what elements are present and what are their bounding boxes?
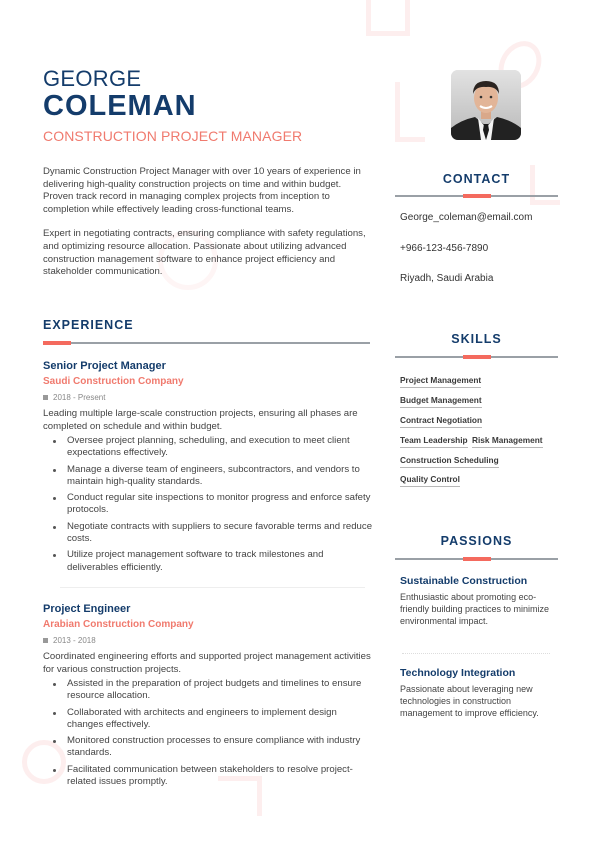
job-bullet: Collaborated with architects and engineers to implement design changes effectively. bbox=[67, 707, 373, 732]
section-divider-accent bbox=[463, 355, 491, 359]
job-bullet: Negotiate contracts with suppliers to secure favorable terms and reduce costs. bbox=[67, 520, 373, 545]
skill-tag: Construction Scheduling bbox=[400, 455, 499, 468]
skill-tag: Risk Management bbox=[472, 435, 543, 448]
passion-title: Technology Integration bbox=[400, 667, 516, 679]
section-divider bbox=[395, 356, 558, 358]
person-portrait-icon bbox=[451, 70, 521, 140]
job-bullet: Oversee project planning, scheduling, and execution to meet client expectations effectively. bbox=[67, 435, 373, 460]
job-bullet: Monitored construction processes to ensure compliance with industry standards. bbox=[67, 735, 373, 760]
summary-paragraph: Expert in negotiating contracts, ensuring compliance with safety regulations, and optimizing resource allocation. Passionate about utilizing advanced construction management software to enhance project efficiency and stakeholder communication. bbox=[43, 228, 366, 278]
passion-title: Sustainable Construction bbox=[400, 575, 528, 587]
contact-phone[interactable]: +966-123-456-7890 bbox=[400, 243, 489, 254]
section-divider-accent bbox=[463, 194, 491, 198]
section-divider-accent bbox=[463, 557, 491, 561]
entry-divider bbox=[402, 653, 550, 654]
contact-location: Riyadh, Saudi Arabia bbox=[400, 273, 494, 284]
job-bullet: Conduct regular site inspections to monitor progress and enforce safety protocols. bbox=[67, 492, 373, 517]
passion-description: Passionate about leveraging new technologies in construction management to improve efficiency. bbox=[400, 684, 539, 718]
section-divider bbox=[395, 558, 558, 560]
job-dates-text: 2018 - Present bbox=[53, 393, 106, 402]
skills-heading: SKILLS bbox=[451, 332, 502, 346]
job-dates bbox=[43, 636, 373, 645]
job-bullet-list bbox=[43, 435, 373, 574]
passions-heading: PASSIONS bbox=[440, 534, 513, 548]
first-name: GEORGE bbox=[43, 66, 142, 91]
job-description: Leading multiple large-scale construction projects, ensuring all phases are completed on schedule and within budget. bbox=[43, 408, 358, 432]
job-role: Project Engineer bbox=[43, 603, 131, 615]
job-dates bbox=[43, 393, 373, 402]
job-bullet-list bbox=[43, 678, 373, 788]
job-dates-text: 2013 - 2018 bbox=[53, 636, 96, 645]
entry-divider bbox=[60, 587, 365, 588]
job-title: CONSTRUCTION PROJECT MANAGER bbox=[43, 128, 303, 144]
passion-item bbox=[400, 667, 558, 719]
decorative-shape bbox=[395, 82, 425, 142]
last-name: COLEMAN bbox=[43, 90, 197, 122]
job-bullet: Manage a diverse team of engineers, subcontractors, and vendors to maintain high-quality standards. bbox=[67, 464, 373, 489]
calendar-icon bbox=[43, 638, 48, 643]
job-bullet: Assisted in the preparation of project budgets and timelines to ensure resource allocation. bbox=[67, 678, 373, 703]
skill-tag: Budget Management bbox=[400, 395, 482, 408]
profile-photo bbox=[451, 70, 521, 140]
calendar-icon bbox=[43, 395, 48, 400]
decorative-shape bbox=[366, 0, 410, 36]
contact-email[interactable]: George_coleman@email.com bbox=[400, 212, 533, 223]
experience-entry bbox=[43, 360, 373, 578]
job-bullet: Facilitated communication between stakeholders to resolve project-related issues promptly. bbox=[67, 764, 373, 789]
job-role: Senior Project Manager bbox=[43, 360, 166, 372]
experience-heading: EXPERIENCE bbox=[43, 318, 134, 332]
passion-item bbox=[400, 575, 558, 627]
job-company: Saudi Construction Company bbox=[43, 376, 184, 387]
skill-tag: Project Management bbox=[400, 375, 481, 388]
skill-tag: Team Leadership bbox=[400, 435, 468, 448]
section-divider-accent bbox=[43, 341, 71, 345]
skill-tag: Quality Control bbox=[400, 474, 460, 487]
profile-summary bbox=[43, 166, 371, 279]
skill-tag: Contract Negotiation bbox=[400, 415, 482, 428]
summary-paragraph: Dynamic Construction Project Manager with over 10 years of experience in delivering high-quality construction projects on time and within budget. Proven track record in managing complex projects from inception to completion while effectively leading cross-functional teams. bbox=[43, 166, 361, 215]
job-company: Arabian Construction Company bbox=[43, 619, 194, 630]
job-bullet: Utilize project management software to track milestones and deliverables efficiently. bbox=[67, 549, 373, 574]
passion-description: Enthusiastic about promoting eco-friendly building practices to minimize environmental impact. bbox=[400, 592, 550, 626]
section-divider bbox=[43, 342, 370, 344]
section-divider bbox=[395, 195, 558, 197]
job-description: Coordinated engineering efforts and supported project management activities for various construction projects. bbox=[43, 651, 371, 675]
contact-heading: CONTACT bbox=[442, 172, 511, 186]
experience-entry bbox=[43, 603, 373, 792]
